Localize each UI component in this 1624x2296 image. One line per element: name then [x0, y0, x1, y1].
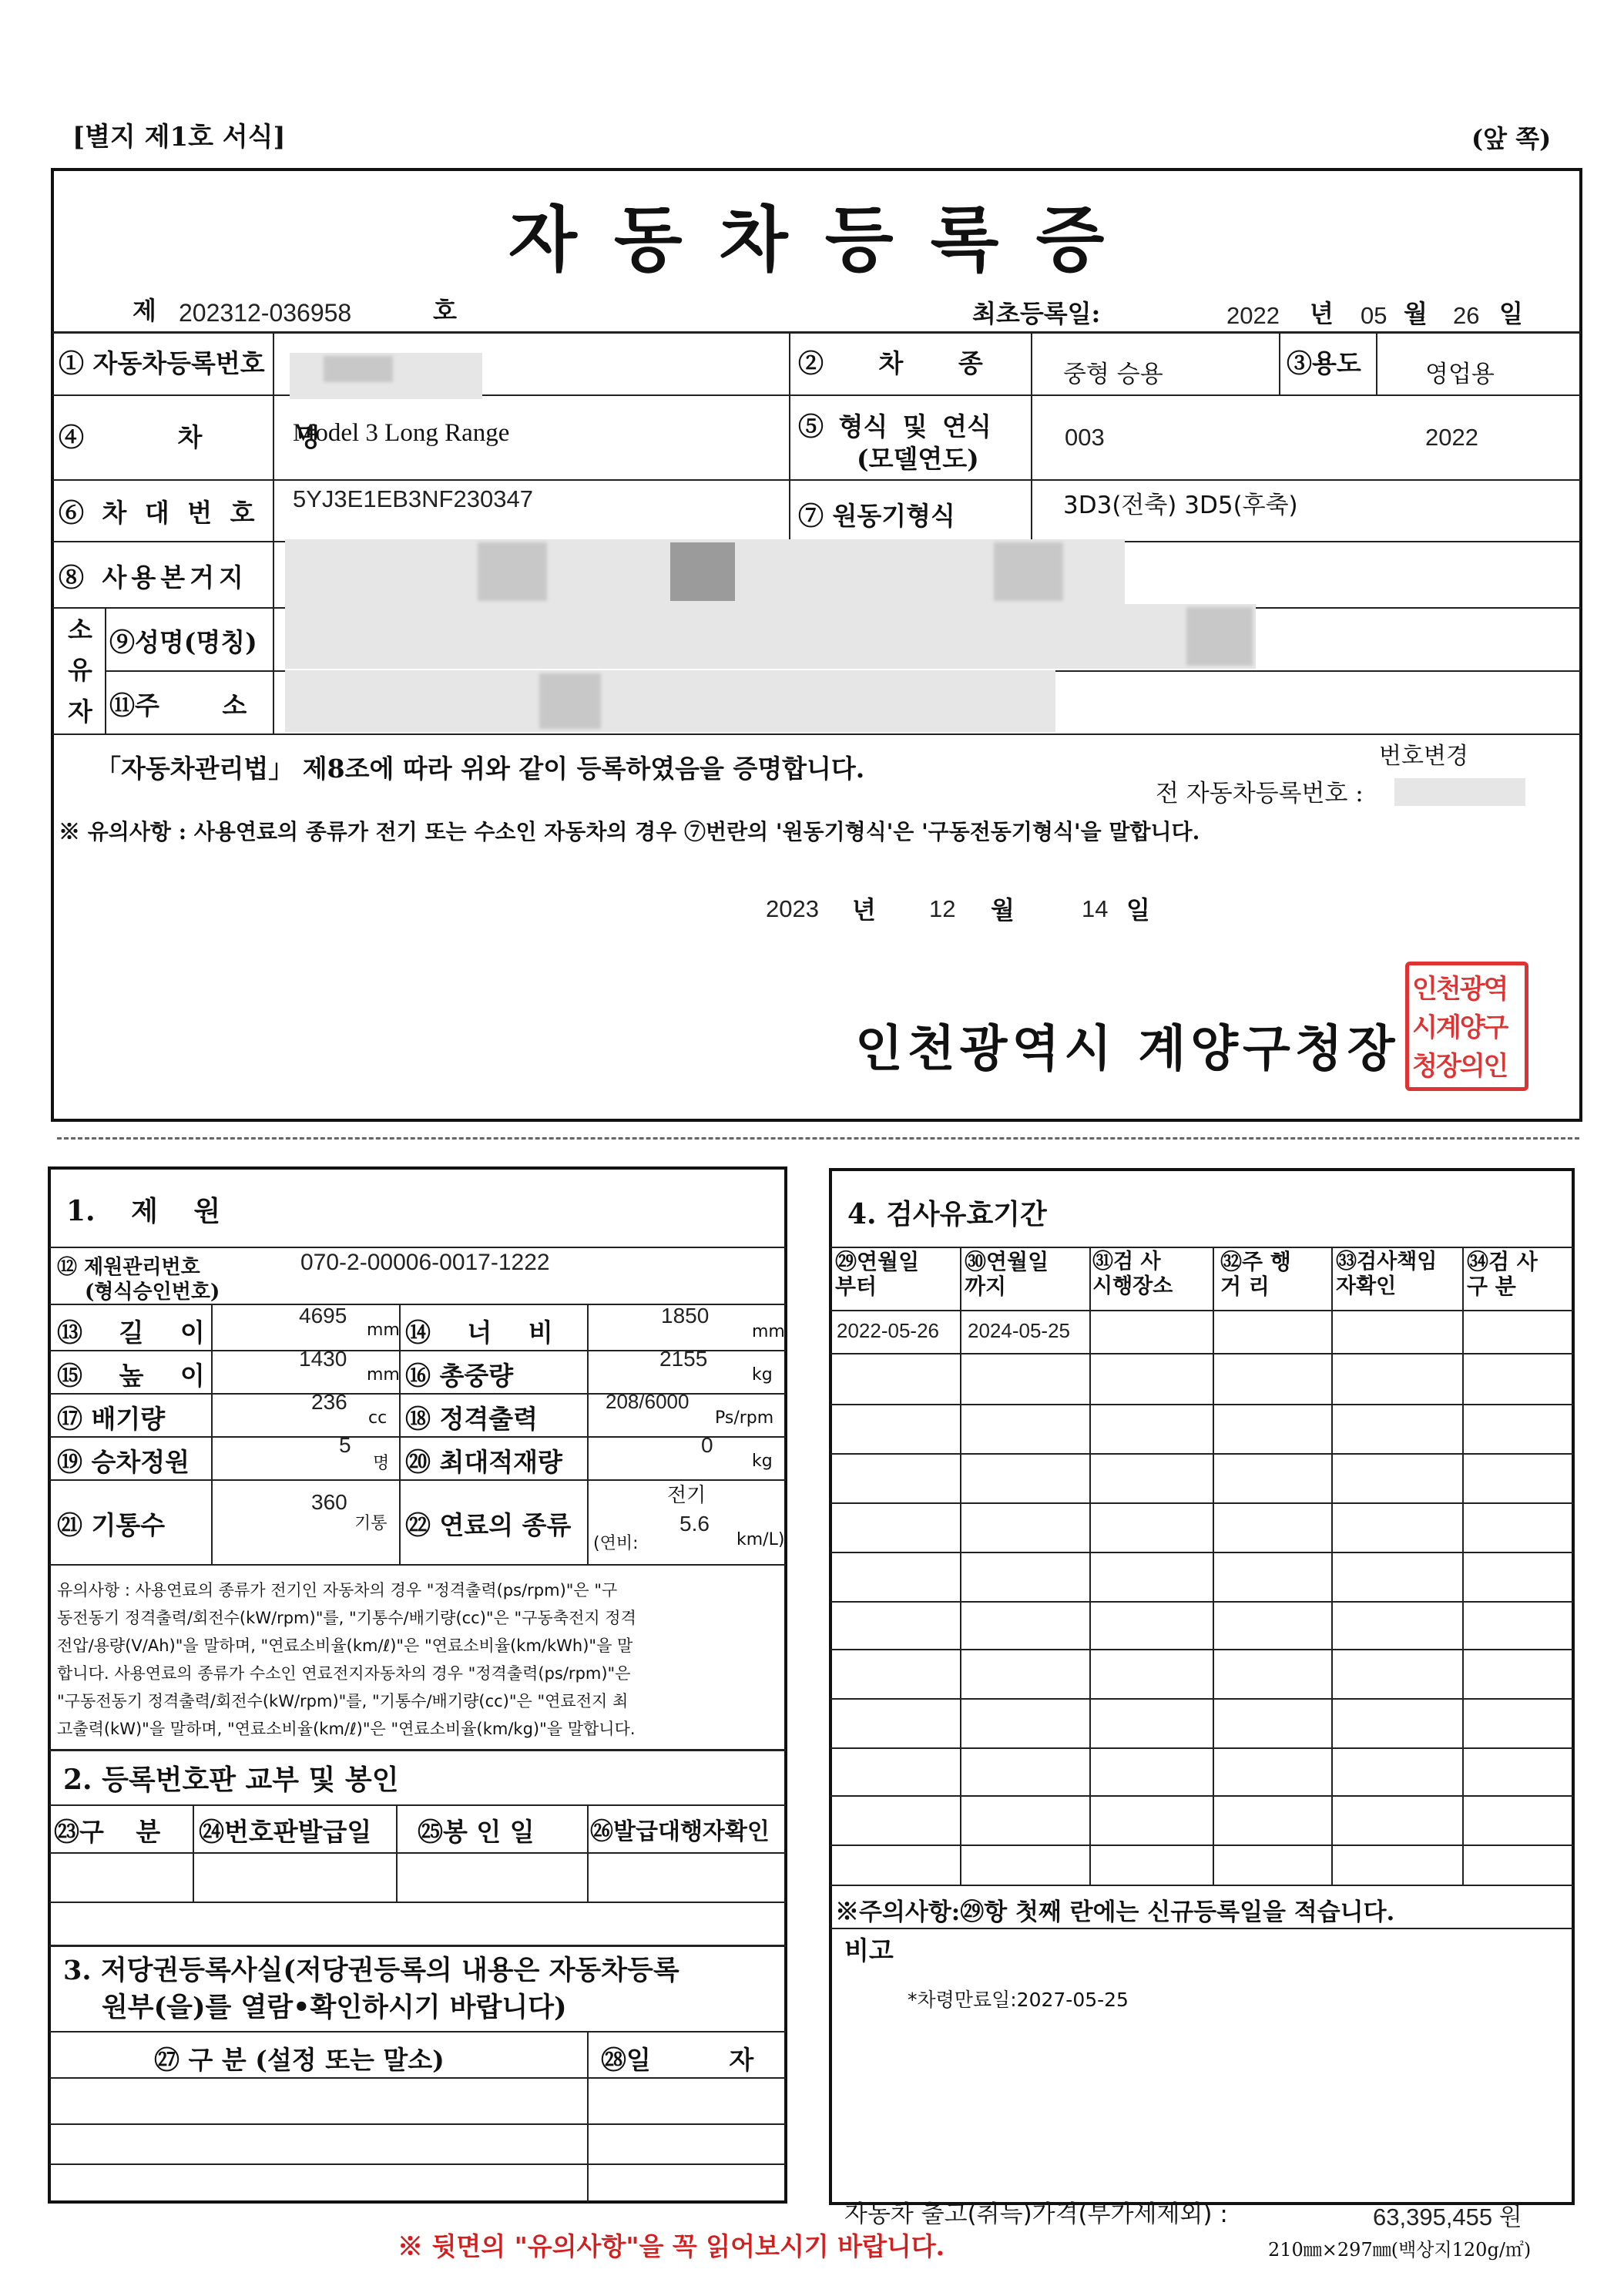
mortgage-title-1: 3. 저당권등록사실(저당권등록의 내용은 자동차등록 [63, 1955, 679, 1986]
official-seal [1405, 962, 1528, 1091]
spec-height-value: 1430 [299, 1347, 347, 1371]
spec-capacity-value: 5 [339, 1433, 351, 1457]
first-reg-label: 최초등록일: [972, 299, 1101, 328]
spec-efficiency-value: 5.6 [679, 1512, 710, 1536]
specs-title: 1. 제 원 [66, 1195, 221, 1227]
previous-reg-label: 전 자동차등록번호 : [1156, 780, 1364, 807]
spec-notice-6: 고출력(kW)"을 말하며, "연료소비율(km/ℓ)"은 "연료소비율(km/kg)"을 말합니다. [57, 1720, 636, 1738]
spec-efficiency-unit: km/L) [737, 1530, 785, 1549]
day-char: 일 [1499, 299, 1523, 328]
spec-displacement-unit: cc [368, 1408, 388, 1428]
model-name-value: Model 3 Long Range [293, 419, 510, 447]
issue-year: 2023 [766, 895, 819, 922]
type-value: 003 [1065, 424, 1105, 451]
insp-header-inspector [1336, 1250, 1437, 1299]
spec-length-unit: mm [367, 1321, 400, 1340]
spec-height-unit: mm [367, 1365, 400, 1385]
issue-month-char: 월 [991, 895, 1015, 925]
spec-gross-weight-value: 2155 [659, 1347, 708, 1371]
spec-fuel-label: ㉒ 연료의 종류 [405, 1510, 572, 1540]
insp-header-inspector-2: 자확인 [1336, 1274, 1397, 1298]
insp-header-place [1092, 1250, 1173, 1299]
engine-type-value: 3D3(전축) 3D5(후축) [1063, 492, 1298, 519]
reg-no: 202312-036958 [179, 299, 352, 327]
issue-day-char: 일 [1126, 895, 1150, 925]
price-value: 63,395,455 원 [1373, 2204, 1522, 2231]
model-name-label: ④ 차 명 [59, 422, 320, 452]
reg-no-prefix: 제 [133, 296, 156, 325]
insp-header-mileage-1: ㉜주 행 [1220, 1249, 1291, 1274]
vehicle-type-value: 중형 승용 [1063, 361, 1163, 388]
inspection-title: 4. 검사유효기간 [847, 1198, 1047, 1230]
spec-notice-1: 유의사항 : 사용연료의 종류가 전기인 자동차의 경우 "정격출력(ps/rpm)"은 "구 [57, 1581, 618, 1599]
model-year-label: (모델연도) [857, 444, 979, 474]
seal-line-2: 시계양구 [1412, 1012, 1508, 1043]
seal-line-3: 청장의인 [1412, 1051, 1508, 1082]
insp-header-from-2: 부터 [835, 1274, 877, 1299]
insp-header-inspector-1: ㉝검사책임 [1336, 1250, 1438, 1274]
remarks-label: 비고 [844, 1935, 894, 1965]
first-reg-day: 26 [1453, 302, 1480, 329]
seal-line-1: 인천광역 [1412, 974, 1508, 1005]
spec-notice-2: 동전동기 정격출력/회전수(kW/rpm)"를, "기통수/배기량(cc)"은 "구동축전지 정격 [57, 1609, 636, 1627]
vin-value: 5YJ3E1EB3NF230347 [293, 485, 533, 512]
spec-capacity-label: ⑲ 승차정원 [57, 1447, 190, 1477]
issuer-name: 인천광역시 계양구청장 [855, 1020, 1400, 1078]
owner-address-label: ⑪주 소 [109, 690, 247, 720]
insp-header-type [1467, 1250, 1538, 1299]
spec-fuel-value: 전기 [667, 1484, 706, 1507]
spec-power-value: 208/6000 [606, 1390, 690, 1413]
redacted-previous-reg [1394, 778, 1525, 806]
spec-mgmt-value: 070-2-00006-0017-1222 [300, 1250, 550, 1275]
form-label: [별지 제1호 서식] [72, 122, 286, 153]
mortgage-header-category: ㉗ 구 분 (설정 또는 말소) [154, 2045, 445, 2075]
spec-approval-label: (형식승인번호) [85, 1281, 220, 1304]
spec-gross-weight-label: ⑯ 총중량 [405, 1361, 514, 1391]
spec-displacement-label: ⑰ 배기량 [57, 1404, 166, 1434]
mortgage-header-date: ㉘일 자 [601, 2045, 754, 2075]
spec-notice-4: 합니다. 사용연료의 종류가 수소인 연료전지자동차의 경우 "정격출력(ps/rpm)"은 [57, 1664, 631, 1683]
inspection-notice: ※주의사항:㉙항 첫째 란에는 신규등록일을 적습니다. [835, 1898, 1395, 1926]
spec-mgmt-label: ⑫ 제원관리번호 [57, 1256, 200, 1279]
spec-cylinders-label: ㉑ 기통수 [57, 1510, 166, 1540]
issue-year-char: 년 [852, 895, 876, 925]
insp-header-place-2: 시행장소 [1092, 1274, 1173, 1298]
spec-cylinders-value: 360 [311, 1490, 347, 1514]
number-change-label: 번호변경 [1379, 743, 1468, 770]
year-char: 년 [1310, 299, 1334, 328]
vin-label: ⑥ 차 대 번 호 [59, 498, 260, 528]
issue-month: 12 [929, 895, 956, 922]
vehicle-type-label: ② 차 종 [798, 348, 983, 378]
spec-max-load-unit: kg [752, 1452, 773, 1471]
owner-label-2: 유 [68, 655, 92, 685]
insp-header-to-1: ㉚연월일 [965, 1249, 1049, 1274]
type-year-label: ⑤ 형식 및 연식 [798, 411, 992, 441]
spec-power-unit: Ps/rpm [715, 1408, 774, 1428]
spec-cylinders-unit: 기통 [354, 1514, 388, 1533]
spec-width-value: 1850 [661, 1304, 710, 1328]
insp-header-to [965, 1250, 1049, 1299]
reg-number-label: ① 자동차등록번호 [59, 348, 265, 378]
reg-no-suffix: 호 [433, 296, 457, 325]
issue-day: 14 [1082, 895, 1109, 922]
mortgage-title-2: 원부(을)를 열람•확인하시기 바랍니다) [102, 1992, 567, 2023]
usage-label: ③용도 [1287, 348, 1361, 378]
spec-width-label: ⑭ 너 비 [405, 1318, 553, 1348]
remarks-value: *차령만료일:2027-05-25 [908, 1989, 1129, 2011]
insp-header-mileage-2: 거 리 [1220, 1274, 1270, 1299]
spec-max-load-label: ⑳ 최대적재량 [405, 1447, 562, 1477]
spec-length-label: ⑬ 길 이 [57, 1318, 205, 1348]
usage-value: 영업용 [1425, 361, 1495, 388]
spec-gross-weight-unit: kg [752, 1365, 773, 1385]
spec-height-label: ⑮ 높 이 [57, 1361, 205, 1391]
insp-header-from [835, 1250, 919, 1299]
insp-header-from-1: ㉙연월일 [835, 1249, 920, 1274]
plate-header-category: ㉓구 분 [54, 1817, 161, 1847]
plate-title: 2. 등록번호판 교부 및 봉인 [63, 1764, 399, 1796]
base-location-label: ⑧ 사용본거지 [59, 562, 248, 592]
spec-displacement-value: 236 [311, 1390, 347, 1414]
spec-power-label: ⑱ 정격출력 [405, 1404, 539, 1434]
plate-header-seal-date: ㉕봉 인 일 [418, 1817, 535, 1847]
spec-notice-5: "구동전동기 정격출력/회전수(kW/rpm)"를, "기통수/배기량(cc)"은 "연료전지 최 [57, 1692, 629, 1710]
model-year-value: 2022 [1425, 424, 1478, 451]
side-label: (앞 쪽) [1471, 124, 1552, 153]
footer-warning: ※ 뒷면의 "유의사항"을 꼭 읽어보시기 바랍니다. [398, 2231, 945, 2261]
insp-header-mileage [1220, 1250, 1291, 1299]
owner-label-3: 자 [68, 697, 92, 727]
engine-type-label: ⑦ 원동기형식 [798, 501, 955, 531]
first-reg-month: 05 [1361, 302, 1387, 329]
spec-length-value: 4695 [299, 1304, 347, 1328]
insp-header-type-1: ㉞검 사 [1467, 1249, 1538, 1274]
insp-header-place-1: ㉛검 사 [1092, 1250, 1161, 1274]
spec-width-unit: mm [752, 1322, 785, 1341]
insp-header-to-2: 까지 [965, 1274, 1007, 1299]
redacted-owner-name [285, 604, 1256, 669]
paper-spec: 210㎜×297㎜(백상지120g/㎡) [1268, 2239, 1532, 2261]
owner-label-1: 소 [68, 615, 92, 645]
owner-name-label: ⑨성명(명칭) [109, 627, 257, 657]
insp-row1-from: 2022-05-26 [837, 1319, 939, 1342]
spec-efficiency-label: (연비: [593, 1534, 639, 1553]
first-reg-year: 2022 [1226, 302, 1280, 329]
plate-header-issue-date: ㉔번호판발급일 [199, 1817, 372, 1847]
page-title: 자 동 차 등 록 증 [508, 198, 1111, 281]
certificate-notice: ※ 유의사항 : 사용연료의 종류가 전기 또는 수소인 자동차의 경우 ⑦번란의 '원동기형식'은 '구동전동기형식'을 말합니다. [59, 819, 1200, 844]
insp-row1-to: 2024-05-25 [968, 1319, 1070, 1342]
plate-header-agent: ㉖발급대행자확인 [590, 1818, 770, 1845]
redacted-owner-address [285, 670, 1055, 732]
insp-header-type-2: 구 분 [1467, 1274, 1516, 1299]
spec-notice-3: 전압/용량(V/Ah)"을 말하며, "연료소비율(km/ℓ)"은 "연료소비율(km/kWh)"을 말 [57, 1636, 633, 1655]
spec-max-load-value: 0 [701, 1433, 713, 1457]
cut-line [57, 1137, 1579, 1140]
price-label: 자동차 출고(취득)가격(부가세제외) : [844, 2200, 1228, 2228]
spec-capacity-unit: 명 [373, 1454, 390, 1473]
month-char: 월 [1404, 299, 1428, 328]
certification-statement: 「자동차관리법」 제8조에 따라 위와 같이 등록하였음을 증명합니다. [96, 754, 865, 784]
